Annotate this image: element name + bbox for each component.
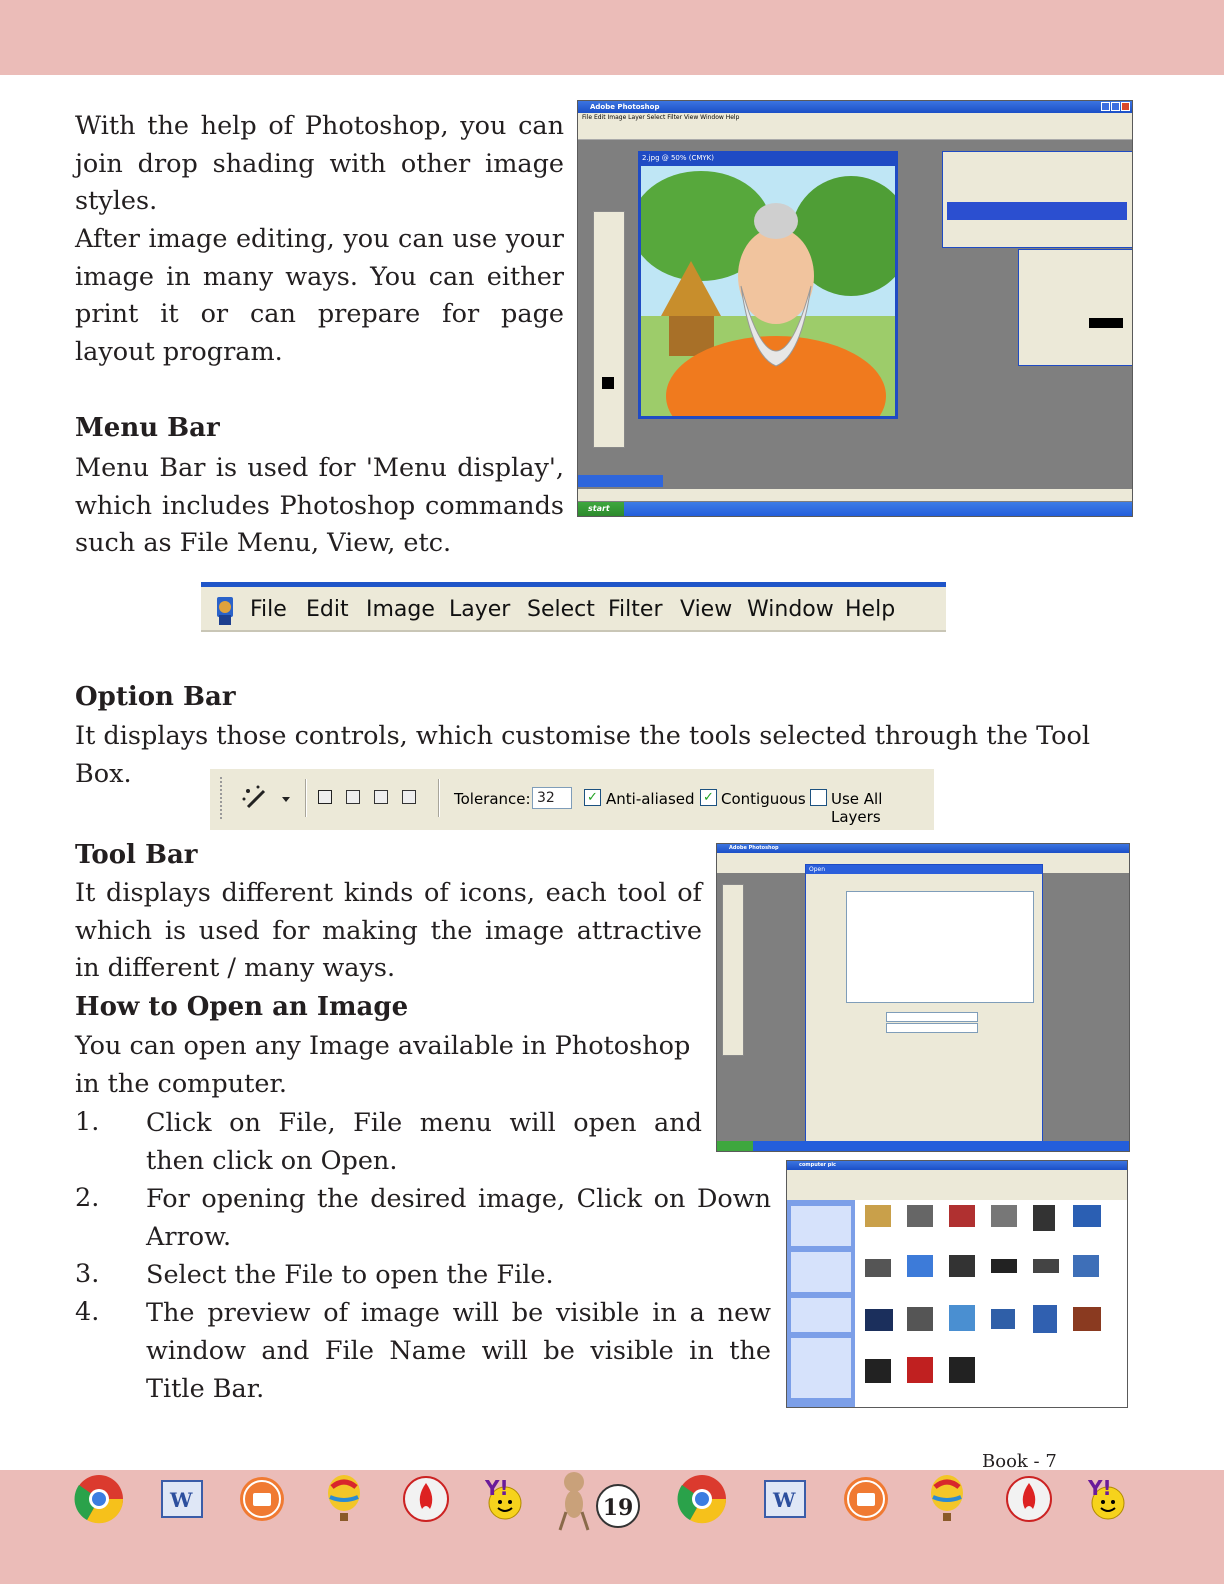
option-bar-grip[interactable] xyxy=(220,777,225,819)
word-icon xyxy=(759,1473,811,1525)
explorer-sidebar xyxy=(787,1200,855,1407)
picture-tasks-box xyxy=(791,1206,851,1246)
option-bar-text: It displays those controls, which customise the tools selected through the Tool Box. xyxy=(75,721,1090,789)
details-box xyxy=(791,1338,851,1398)
chrome-icon xyxy=(676,1473,728,1525)
yahoo-messenger-icon xyxy=(481,1473,533,1525)
file-list xyxy=(846,891,1034,1003)
tolerance-input[interactable]: 32 xyxy=(532,787,572,809)
window-title: Adobe Photoshop xyxy=(717,844,1129,853)
balloon-icon xyxy=(318,1473,370,1525)
page-number: 19 xyxy=(596,1484,640,1528)
tool-bar-text: It displays different kinds of icons, each tool of which is used for making the image attractive in different / many ways. xyxy=(75,878,702,983)
menu-image[interactable]: Image xyxy=(366,597,435,622)
magic-wand-icon[interactable] xyxy=(240,783,300,813)
menu-file[interactable]: File xyxy=(250,597,287,622)
window-menu: File Edit Image Layer Select Filter View Window Help xyxy=(578,113,1132,123)
window-buttons xyxy=(1101,102,1130,111)
new-selection-icon[interactable] xyxy=(318,790,332,804)
add-selection-icon[interactable] xyxy=(346,790,360,804)
step-number: 2. xyxy=(75,1183,100,1213)
window-title: Adobe Photoshop xyxy=(578,101,1132,113)
flame-icon xyxy=(400,1473,452,1525)
open-dialog-screenshot xyxy=(716,843,1130,1152)
document-title: 2.jpg @ 50% (CMYK) xyxy=(642,154,714,162)
svg-text:Y!: Y! xyxy=(485,1476,509,1500)
toolbox-panel xyxy=(593,211,625,448)
open-image-text: You can open any Image available in Photoshop in the computer. xyxy=(75,1031,691,1099)
option-separator xyxy=(438,779,440,817)
tool-bar-heading: Tool Bar xyxy=(75,840,198,870)
explorer-screenshot xyxy=(786,1160,1128,1408)
foreground-color-swatch xyxy=(602,377,614,389)
intro-paragraph-1: With the help of Photoshop, you can join drop shading with other image styles. xyxy=(75,111,564,216)
tolerance-label: Tolerance: xyxy=(454,790,531,808)
window-title: computer pic xyxy=(787,1161,1127,1170)
option-bar-strip xyxy=(210,769,934,830)
menu-window[interactable]: Window xyxy=(747,597,834,622)
menu-bar-strip xyxy=(201,582,946,632)
menu-bar-heading: Menu Bar xyxy=(75,413,220,443)
briefcase-icon xyxy=(236,1473,288,1525)
anti-aliased-checkbox[interactable]: ✓ xyxy=(584,789,601,806)
other-places-box xyxy=(791,1298,851,1332)
use-all-layers-checkbox[interactable] xyxy=(810,789,827,806)
step-text: The preview of image will be visible in a new window and File Name will be visible in the Title Bar. xyxy=(146,1298,771,1404)
option-separator xyxy=(305,779,307,817)
history-layers-panel xyxy=(942,151,1133,248)
word-icon xyxy=(156,1473,208,1525)
subtract-selection-icon[interactable] xyxy=(374,790,388,804)
taskbar xyxy=(578,502,1132,516)
taskbar xyxy=(717,1141,1129,1151)
briefcase-icon xyxy=(840,1473,892,1525)
thumbnail-grid xyxy=(859,1201,1119,1401)
menu-bar-text: Menu Bar is used for 'Menu display', which includes Photoshop commands such as File Menu, View, etc. xyxy=(75,453,564,558)
contiguous-checkbox[interactable]: ✓ xyxy=(700,789,717,806)
character-panel xyxy=(1018,249,1133,366)
menu-layer[interactable]: Layer xyxy=(449,597,511,622)
svg-text:W: W xyxy=(170,1488,193,1512)
open-image-heading: How to Open an Image xyxy=(75,992,409,1022)
option-bar-heading: Option Bar xyxy=(75,682,236,712)
mascot-icon xyxy=(552,1468,602,1534)
intersect-selection-icon[interactable] xyxy=(402,790,416,804)
start-button: start xyxy=(578,502,624,516)
sage-illustration xyxy=(641,166,895,416)
menu-view[interactable]: View xyxy=(680,597,733,622)
photoshop-workspace-screenshot xyxy=(577,100,1133,517)
step-text: For opening the desired image, Click on Down Arrow. xyxy=(146,1184,771,1252)
book-label: Book - 7 xyxy=(982,1451,1057,1472)
status-bar xyxy=(578,489,1132,501)
background-layer-row xyxy=(947,202,1127,220)
top-band xyxy=(0,0,1224,75)
file-name-field xyxy=(886,1012,978,1022)
window-options xyxy=(578,123,1132,140)
use-all-layers-label: Use All Layers xyxy=(831,790,883,826)
open-dialog-title: Open xyxy=(806,865,1042,874)
intro-paragraph-2: After image editing, you can use your image in many ways. You can either print it or can prepare for page layout program. xyxy=(75,224,564,367)
step-number: 3. xyxy=(75,1259,100,1289)
balloon-icon xyxy=(921,1473,973,1525)
step-text: Click on File, File menu will open and then click on Open. xyxy=(146,1108,702,1176)
step-text: Select the File to open the File. xyxy=(146,1260,554,1290)
svg-text:W: W xyxy=(773,1488,796,1512)
menu-edit[interactable]: Edit xyxy=(306,597,349,622)
document-window xyxy=(638,151,898,419)
anti-aliased-label: Anti-aliased xyxy=(606,790,695,808)
menu-select[interactable]: Select xyxy=(527,597,595,622)
text-color-swatch xyxy=(1089,318,1123,328)
minimized-window xyxy=(578,475,663,487)
chrome-icon xyxy=(73,1473,125,1525)
flame-icon xyxy=(1003,1473,1055,1525)
contiguous-label: Contiguous xyxy=(721,790,806,808)
explorer-toolbars xyxy=(787,1170,1127,1200)
menu-filter[interactable]: Filter xyxy=(608,597,663,622)
file-type-field xyxy=(886,1023,978,1033)
toolbox-panel xyxy=(722,884,744,1056)
photoshop-logo-icon xyxy=(211,595,239,627)
file-tasks-box xyxy=(791,1252,851,1292)
start-button xyxy=(717,1141,753,1151)
menu-help[interactable]: Help xyxy=(845,597,896,622)
svg-text:Y!: Y! xyxy=(1088,1476,1112,1500)
yahoo-messenger-icon xyxy=(1084,1473,1136,1525)
step-number: 1. xyxy=(75,1107,100,1137)
open-dialog xyxy=(805,864,1043,1146)
step-number: 4. xyxy=(75,1297,100,1327)
